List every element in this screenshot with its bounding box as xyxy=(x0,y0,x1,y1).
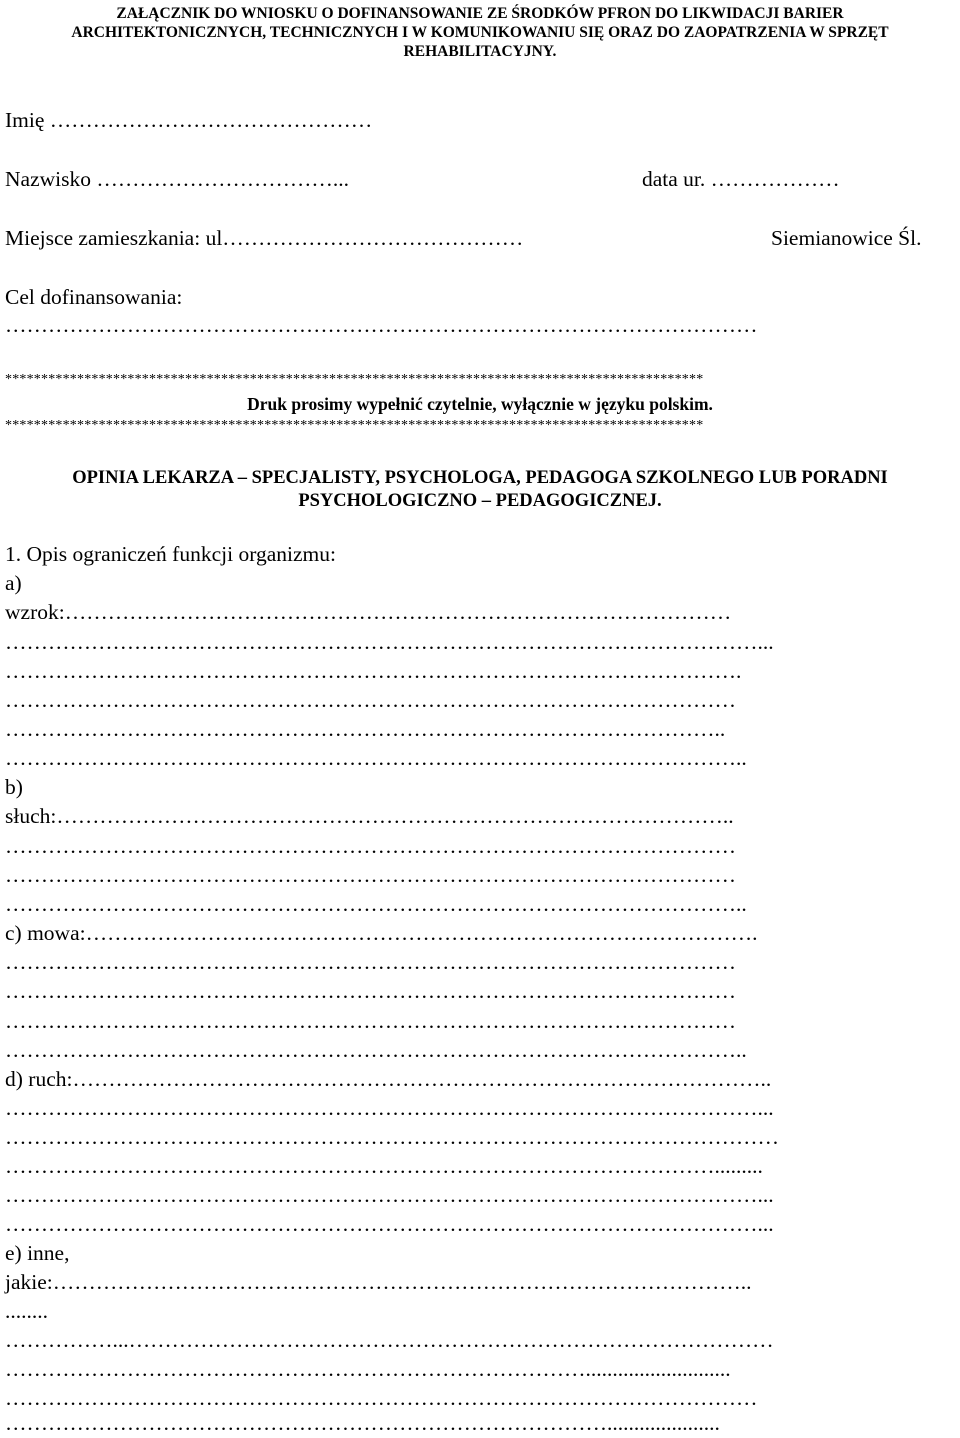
inne-line: …………………………………………………………………………..................... xyxy=(5,1411,720,1435)
ruch-line: ……………………………………………………………………………………………... xyxy=(5,1183,774,1207)
wzrok-line: ………………………………………………………………………………………… xyxy=(5,688,736,712)
ruch-line: ………………………………………………………………………………………......... xyxy=(5,1154,763,1178)
section-heading: 1. Opis ograniczeń funkcji organizmu: xyxy=(5,542,336,566)
mowa-line: ………………………………………………………………………………………….. xyxy=(5,1038,747,1062)
notice-text: Druk prosimy wypełnić czytelnie, wyłącznie w języku polskim. xyxy=(247,394,713,414)
header-line-1: ZAŁĄCZNIK DO WNIOSKU O DOFINANSOWANIE ZE ŚRODKÓW PFRON DO LIKWIDACJI BARIER xyxy=(116,5,844,22)
inne-line: ........ xyxy=(5,1299,48,1323)
opinion-title-line-2: PSYCHOLOGICZNO – PEDAGOGICZNEJ. xyxy=(298,491,662,511)
separator-bottom: ************************************************************************************************* xyxy=(5,418,704,433)
inne-line: ………………………………………………………………………........................... xyxy=(5,1357,731,1381)
imie-field: Imię ……………………………………… xyxy=(5,108,373,132)
ruch-field: d) ruch:…………………………………………………………………………………….. xyxy=(5,1067,772,1091)
ruch-line: ……………………………………………………………………………………………... xyxy=(5,1212,774,1236)
jakie-field: jakie:…………………………………………………………………………………….. xyxy=(5,1270,752,1294)
ruch-line: ……………………………………………………………………………………………… xyxy=(5,1125,779,1149)
nazwisko-field: Nazwisko ……………………………... xyxy=(5,167,349,191)
header-line-2: ARCHITEKTONICZNYCH, TECHNICZNYCH I W KOMUNIKOWANIU SIĘ ORAZ DO ZAOPATRZENIA W SPRZĘT xyxy=(71,24,889,41)
inne-label: e) inne, xyxy=(5,1241,70,1265)
wzrok-line-last: ………………………………………………………………………………………….. xyxy=(5,746,747,770)
data-ur-field: data ur. ……………… xyxy=(642,167,840,191)
wzrok-line: ……………………………………………………………………………………….. xyxy=(5,717,726,741)
inne-line: ……………...……………………………………………………………………………… xyxy=(5,1328,774,1352)
mowa-field: c) mowa:…………………………………………………………………………………. xyxy=(5,921,758,945)
sluch-line: ………………………………………………………………………………………….. xyxy=(5,892,747,916)
cel-line: …………………………………………………………………………………………… xyxy=(5,313,758,337)
label-a: a) xyxy=(5,571,22,595)
wzrok-field: wzrok:………………………………………………………………………………… xyxy=(5,600,732,624)
label-b: b) xyxy=(5,775,23,799)
wzrok-line: ……………………………………………………………………………………………... xyxy=(5,630,774,654)
wzrok-line: …………………………………………………………………………………………. xyxy=(5,659,742,683)
mowa-line: ………………………………………………………………………………………… xyxy=(5,979,736,1003)
mowa-line: ………………………………………………………………………………………… xyxy=(5,1009,736,1033)
separator-top: ************************************************************************************************* xyxy=(5,372,704,387)
sluch-field: słuch:………………………………………………………………………………….. xyxy=(5,804,734,828)
sluch-line: ………………………………………………………………………………………… xyxy=(5,834,736,858)
sluch-line: ………………………………………………………………………………………… xyxy=(5,863,736,887)
ruch-line: ……………………………………………………………………………………………... xyxy=(5,1096,774,1120)
mowa-line: ………………………………………………………………………………………… xyxy=(5,950,736,974)
cel-label: Cel dofinansowania: xyxy=(5,285,183,309)
inne-line: …………………………………………………………………………………………… xyxy=(5,1386,758,1410)
miasto-text: Siemianowice Śl. xyxy=(771,226,922,250)
opinion-title-line-1: OPINIA LEKARZA – SPECJALISTY, PSYCHOLOGA, PEDAGOGA SZKOLNEGO LUB PORADNI xyxy=(72,468,888,488)
opinion-title xyxy=(0,467,960,513)
miejsce-field: Miejsce zamieszkania: ul…………………………………… xyxy=(5,226,524,250)
header-line-3: REHABILITACYJNY. xyxy=(403,43,557,60)
document-header xyxy=(0,4,960,61)
